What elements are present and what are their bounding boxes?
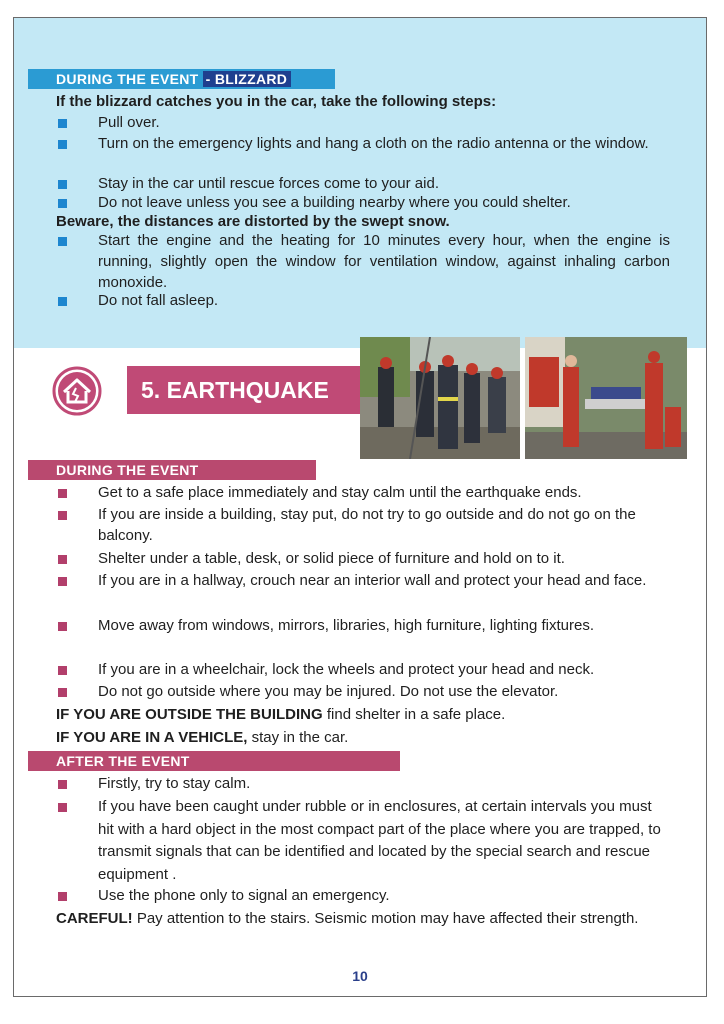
earthquake-after-header: AFTER THE EVENT: [28, 751, 400, 771]
bullet-marker: [58, 577, 67, 586]
bullet-marker: [58, 489, 67, 498]
careful-label: CAREFUL!: [56, 910, 133, 927]
bullet-marker: [58, 180, 67, 189]
bullet-marker: [58, 666, 67, 675]
careful-text: Pay attention to the stairs. Seismic motion may have affected their strength.: [132, 910, 639, 927]
bullet-marker: [58, 140, 67, 149]
rescue-photo-paramedics: [525, 337, 687, 459]
blizzard-intro: If the blizzard catches you in the car, take the following steps:: [56, 93, 497, 110]
earthquake-during-bullet: If you are inside a building, stay put, do not try to go outside and do not go on the balcony.: [98, 506, 636, 544]
earthquake-during-bullet: Shelter under a table, desk, or solid piece of furniture and hold on to it.: [98, 550, 565, 567]
bullet-marker: [58, 688, 67, 697]
outside-building-label: IF YOU ARE OUTSIDE THE BUILDING: [56, 706, 323, 723]
outside-building-text: find shelter in a safe place.: [322, 706, 506, 723]
earthquake-during-bullet: Move away from windows, mirrors, libraries, high furniture, lighting fixtures.: [98, 617, 595, 634]
blizzard-bullet: Do not leave unless you see a building nearby where you could shelter.: [98, 194, 571, 211]
in-vehicle-note: [56, 727, 348, 748]
bullet-marker: [58, 511, 67, 520]
blizzard-header: [28, 69, 335, 89]
blizzard-header-highlight: - BLIZZARD: [203, 71, 292, 87]
blizzard-beware: Beware, the distances are distorted by the swept snow.: [56, 213, 450, 230]
bullet-marker: [58, 892, 67, 901]
blizzard-bullet: Do not fall asleep.: [98, 292, 219, 309]
earthquake-during-header: DURING THE EVENT: [28, 460, 316, 480]
earthquake-during-bullet: If you are in a wheelchair, lock the wheels and protect your head and neck.: [98, 661, 595, 678]
rescue-photo-firefighters: [360, 337, 520, 459]
earthquake-house-icon: [52, 366, 102, 416]
blizzard-bullet: Start the engine and the heating for 10 minutes every hour, when the engine is running, slightly open the window for ventilation window, against inhaling carbon monoxide.: [98, 232, 670, 291]
bullet-marker: [58, 555, 67, 564]
in-vehicle-text: stay in the car.: [247, 729, 349, 746]
earthquake-during-bullet: Get to a safe place immediately and stay calm until the earthquake ends.: [98, 484, 582, 501]
blizzard-bullet: Pull over.: [98, 114, 160, 131]
bullet-marker: [58, 780, 67, 789]
earthquake-during-bullet: If you are in a hallway, crouch near an interior wall and protect your head and face.: [98, 572, 647, 589]
bullet-marker: [58, 803, 67, 812]
outside-building-note: [56, 704, 505, 725]
earthquake-after-bullet: Use the phone only to signal an emergency.: [98, 887, 390, 904]
in-vehicle-label: IF YOU ARE IN A VEHICLE,: [56, 729, 248, 746]
bullet-marker: [58, 297, 67, 306]
blizzard-header-part1: DURING THE EVENT: [56, 71, 203, 87]
earthquake-after-bullet: If you have been caught under rubble or in enclosures, at certain intervals you must hit with a hard object in the most compact part of the place where you are trapped, to transmit signals that can be identified and located by the special search and rescue equipment .: [98, 798, 661, 883]
bullet-marker: [58, 237, 67, 246]
blizzard-bullet: Stay in the car until rescue forces come to your aid.: [98, 175, 439, 192]
bullet-marker: [58, 622, 67, 631]
earthquake-title: 5. EARTHQUAKE: [127, 366, 360, 414]
careful-note: [56, 908, 670, 930]
page-number: 10: [352, 968, 368, 984]
bullet-marker: [58, 199, 67, 208]
blizzard-bullet: Turn on the emergency lights and hang a cloth on the radio antenna or the window.: [98, 135, 649, 152]
earthquake-during-bullet: Do not go outside where you may be injured. Do not use the elevator.: [98, 683, 559, 700]
bullet-marker: [58, 119, 67, 128]
earthquake-after-bullet: Firstly, try to stay calm.: [98, 775, 251, 792]
page-frame: [13, 17, 707, 997]
